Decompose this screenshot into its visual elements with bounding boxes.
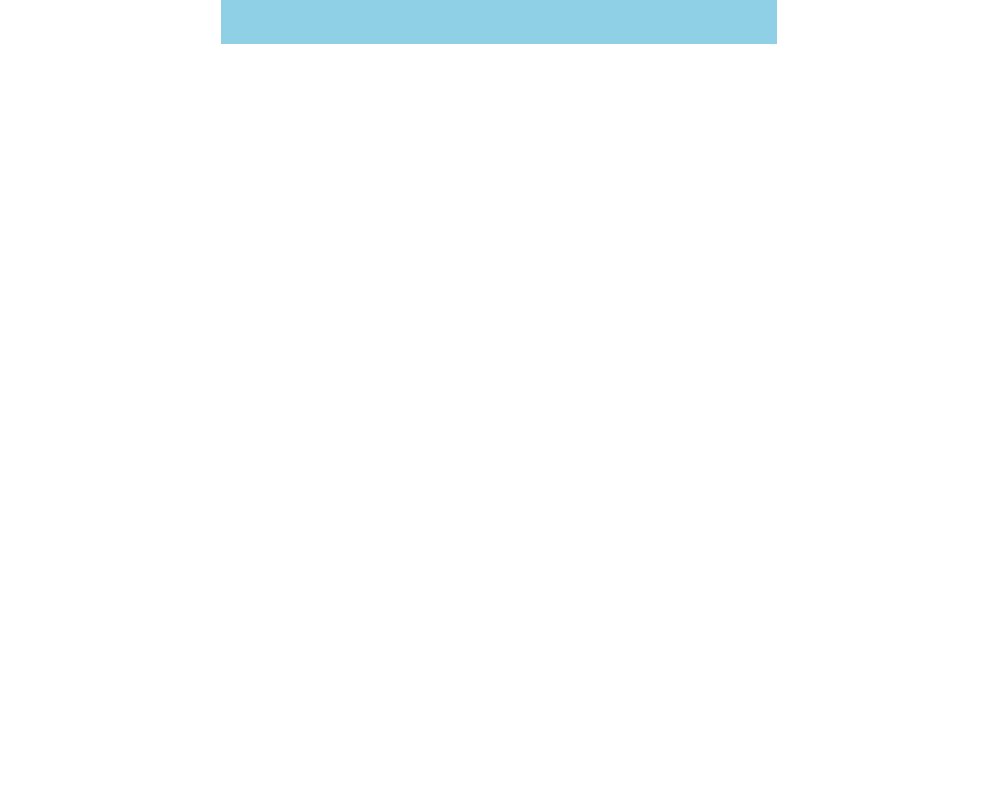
header-banner: [221, 0, 777, 44]
